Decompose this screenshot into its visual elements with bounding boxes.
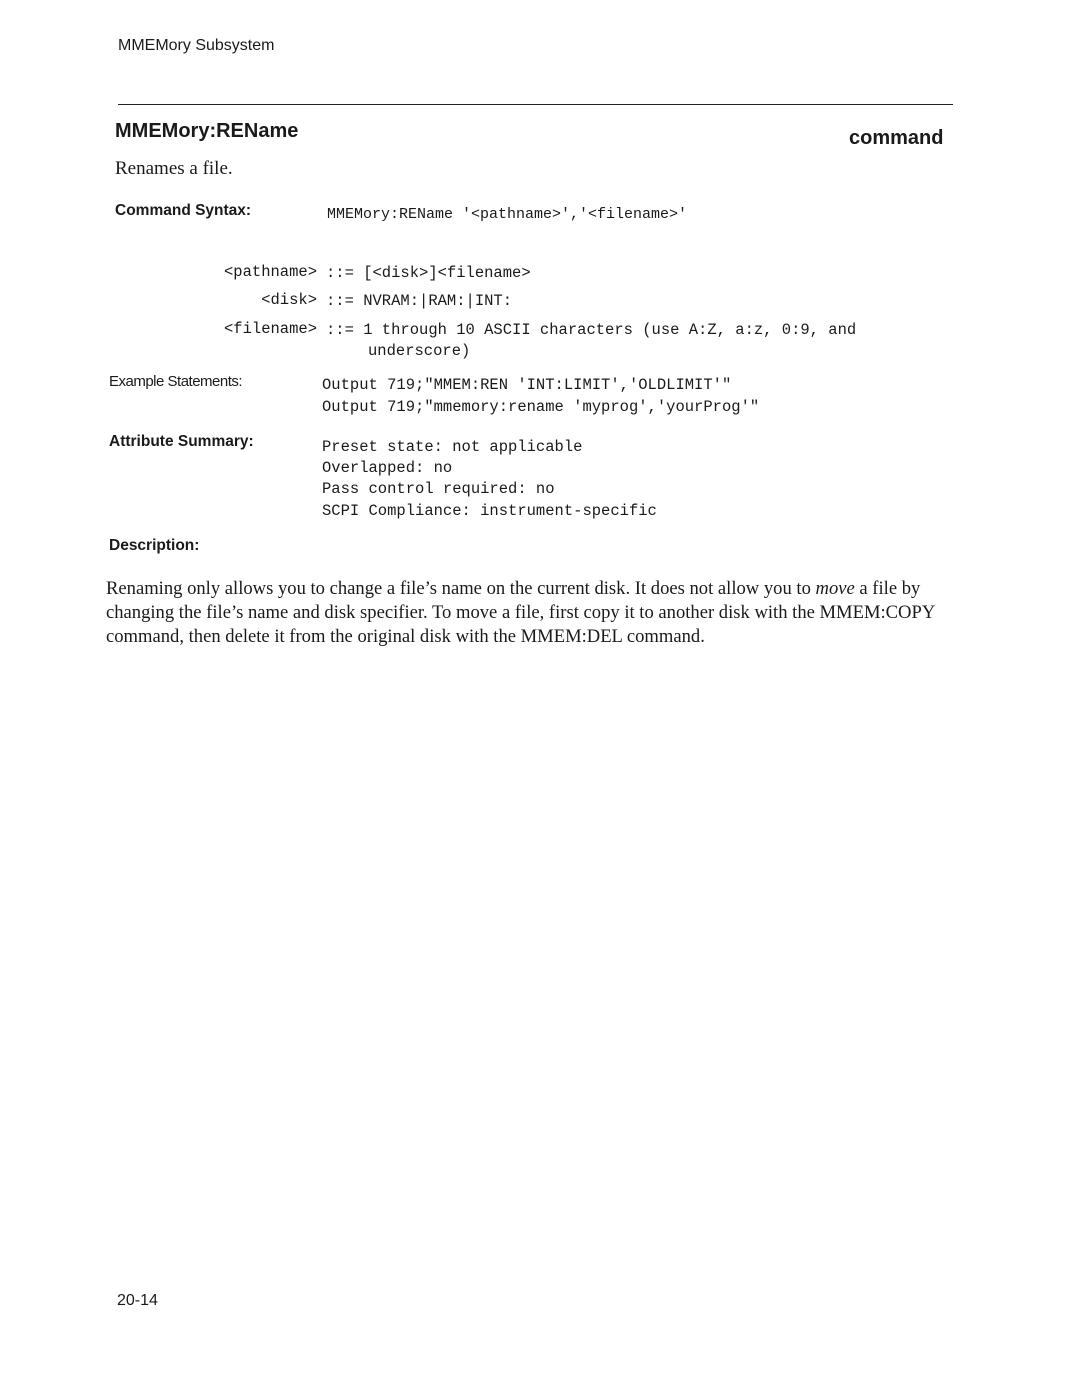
description-text: a file by changing the file’s name and disk specifier. To move a file, first copy it to another disk with the MMEM:COPY command, then delete it from the original disk with the MMEM:DEL command. (106, 578, 935, 647)
description-text: Renaming only allows you to change a file’s name on the current disk. It does not allow you to (106, 578, 816, 599)
definition-body-filename-continued: underscore) (368, 342, 471, 360)
attribute-pass-control: Pass control required: no (322, 480, 555, 498)
description-paragraph (106, 577, 944, 649)
examples-label: Example Statements: (109, 373, 243, 390)
command-kind: command (849, 127, 944, 149)
example-statement: Output 719;"mmemory:rename 'myprog','yourProg'" (322, 398, 760, 416)
command-summary: Renames a file. (115, 158, 233, 179)
definition-body-filename: ::= 1 through 10 ASCII characters (use A:Z, a:z, 0:9, and (326, 321, 857, 339)
definition-term-pathname: <pathname> (223, 263, 317, 281)
running-header: MMEMory Subsystem (118, 37, 275, 54)
definition-term-disk: <disk> (261, 291, 317, 309)
definition-body-pathname: ::= [<disk>]<filename> (326, 264, 531, 282)
description-label: Description: (109, 537, 200, 554)
attribute-overlapped: Overlapped: no (322, 459, 453, 477)
attributes-label: Attribute Summary: (109, 433, 254, 450)
description-emphasis: move (815, 578, 855, 599)
example-statement: Output 719;"MMEM:REN 'INT:LIMIT','OLDLIMIT'" (322, 376, 732, 394)
attribute-scpi-compliance: SCPI Compliance: instrument-specific (322, 502, 657, 520)
definition-body-disk: ::= NVRAM:|RAM:|INT: (326, 292, 513, 310)
syntax-label: Command Syntax: (115, 202, 252, 219)
command-title: MMEMory:REName (115, 120, 299, 142)
page-number: 20-14 (117, 1292, 158, 1309)
definition-term-filename: <filename> (223, 320, 317, 338)
syntax-value: MMEMory:REName '<pathname>','<filename>' (327, 206, 688, 223)
attribute-preset-state: Preset state: not applicable (322, 438, 583, 456)
header-rule (118, 104, 953, 105)
